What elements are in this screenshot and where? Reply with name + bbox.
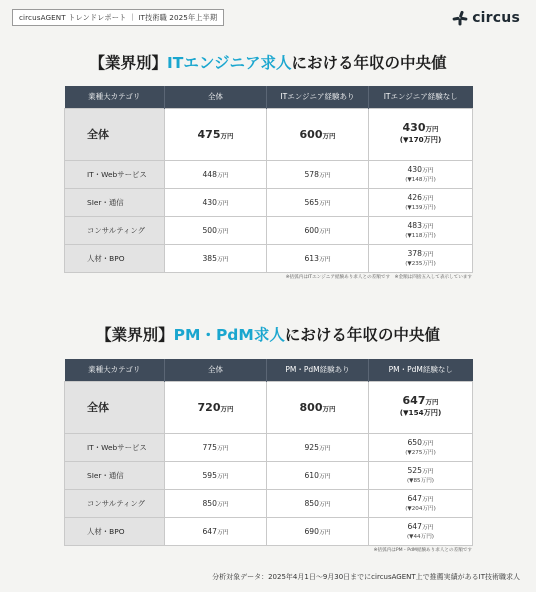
- value-cell: 610万円: [267, 461, 369, 489]
- category-cell: 人材・BPO: [65, 517, 165, 545]
- value-cell: 647万円: [165, 517, 267, 545]
- value-cell: 647万円 (▼204万円): [369, 489, 473, 517]
- diff-text: (▼148万円): [405, 176, 436, 183]
- table-row-total: [65, 381, 473, 433]
- section1-title-accent: ITエンジニア求人: [167, 54, 292, 72]
- category-cell: 全体: [65, 381, 165, 433]
- it-engineer-salary-table: [64, 86, 473, 273]
- category-cell: 全体: [65, 108, 165, 160]
- asterisk-mark-icon: [451, 10, 469, 26]
- value-cell: 800万円: [267, 381, 369, 433]
- value-cell: 500万円: [165, 216, 267, 244]
- table-row: [65, 188, 473, 216]
- col-header: 全体: [165, 359, 267, 381]
- value-cell: 600万円: [267, 216, 369, 244]
- section2-title-accent: PM・PdM求人: [173, 326, 285, 344]
- table-row: [65, 489, 473, 517]
- diff-text: (▼44万円): [407, 533, 434, 540]
- pm-pdm-salary-table: [64, 359, 473, 546]
- section1-title: [0, 51, 536, 73]
- category-cell: IT・Webサービス: [65, 433, 165, 461]
- diff-text: (▼170万円): [399, 134, 442, 144]
- col-header: ITエンジニア経験あり: [267, 86, 369, 108]
- value-cell: 850万円: [267, 489, 369, 517]
- value-cell: 600万円: [267, 108, 369, 160]
- diff-text: (▼139万円): [405, 204, 436, 211]
- section1-title-prefix: 【業界別】: [89, 54, 168, 72]
- section2-note: ※括弧内はPM・PdM経験あり求人との差額です: [373, 548, 472, 553]
- value-cell: 430万円 (▼148万円): [369, 160, 473, 188]
- value-cell: 426万円 (▼139万円): [369, 188, 473, 216]
- diff-text: (▼85万円): [407, 477, 434, 484]
- diff-text: (▼275万円): [405, 449, 436, 456]
- table-row: [65, 517, 473, 545]
- value-cell: 720万円: [165, 381, 267, 433]
- value-cell: 925万円: [267, 433, 369, 461]
- report-tag: circusAGENT トレンドレポート ｜ IT技術職 2025年上半期: [12, 9, 224, 26]
- value-cell: 578万円: [267, 160, 369, 188]
- table-row: [65, 244, 473, 272]
- value-cell: 647万円 (▼44万円): [369, 517, 473, 545]
- value-cell: 775万円: [165, 433, 267, 461]
- table-header-row: [65, 86, 473, 108]
- logo-text: circus: [472, 10, 520, 26]
- section1-note: ※括弧内はITエンジニア経験あり求人との差額です ※金額は四捨五入して表示しています: [285, 275, 472, 280]
- col-header: 業種大カテゴリ: [65, 359, 165, 381]
- category-cell: コンサルティング: [65, 489, 165, 517]
- value-cell: 650万円 (▼275万円): [369, 433, 473, 461]
- table-row: [65, 433, 473, 461]
- category-cell: SIer・通信: [65, 461, 165, 489]
- section1-title-suffix: における年収の中央値: [291, 54, 447, 72]
- section2-title-prefix: 【業界別】: [96, 326, 174, 344]
- table-row: [65, 461, 473, 489]
- value-cell: 565万円: [267, 188, 369, 216]
- value-cell: 595万円: [165, 461, 267, 489]
- value-cell: 690万円: [267, 517, 369, 545]
- value-cell: 483万円 (▼118万円): [369, 216, 473, 244]
- diff-text: (▼154万円): [399, 407, 442, 417]
- diff-text: (▼118万円): [405, 232, 436, 239]
- category-cell: IT・Webサービス: [65, 160, 165, 188]
- value-cell: 475万円: [165, 108, 267, 160]
- value-cell: 378万円 (▼235万円): [369, 244, 473, 272]
- data-source-footer: 分析対象データ：2025年4月1日〜9月30日までにcircusAGENT上で推薦実績があるIT技術職求人: [212, 573, 520, 581]
- table-row: [65, 216, 473, 244]
- value-cell: 613万円: [267, 244, 369, 272]
- table-row: [65, 160, 473, 188]
- diff-text: (▼235万円): [405, 260, 436, 267]
- col-header: 業種大カテゴリ: [65, 86, 165, 108]
- diff-text: (▼204万円): [405, 505, 436, 512]
- value-cell: 430万円 (▼170万円): [369, 108, 473, 160]
- col-header: 全体: [165, 86, 267, 108]
- value-cell: 525万円 (▼85万円): [369, 461, 473, 489]
- value-cell: 430万円: [165, 188, 267, 216]
- value-cell: 448万円: [165, 160, 267, 188]
- col-header: PM・PdM経験あり: [267, 359, 369, 381]
- table-row-total: [65, 108, 473, 160]
- value-cell: 850万円: [165, 489, 267, 517]
- category-cell: 人材・BPO: [65, 244, 165, 272]
- category-cell: SIer・通信: [65, 188, 165, 216]
- col-header: ITエンジニア経験なし: [369, 86, 473, 108]
- value-cell: 385万円: [165, 244, 267, 272]
- category-cell: コンサルティング: [65, 216, 165, 244]
- section2-title: [0, 323, 536, 345]
- section2-title-suffix: における年収の中央値: [284, 326, 440, 344]
- value-cell: 647万円 (▼154万円): [369, 381, 473, 433]
- circus-logo: [451, 9, 520, 27]
- table-header-row: [65, 359, 473, 381]
- col-header: PM・PdM経験なし: [369, 359, 473, 381]
